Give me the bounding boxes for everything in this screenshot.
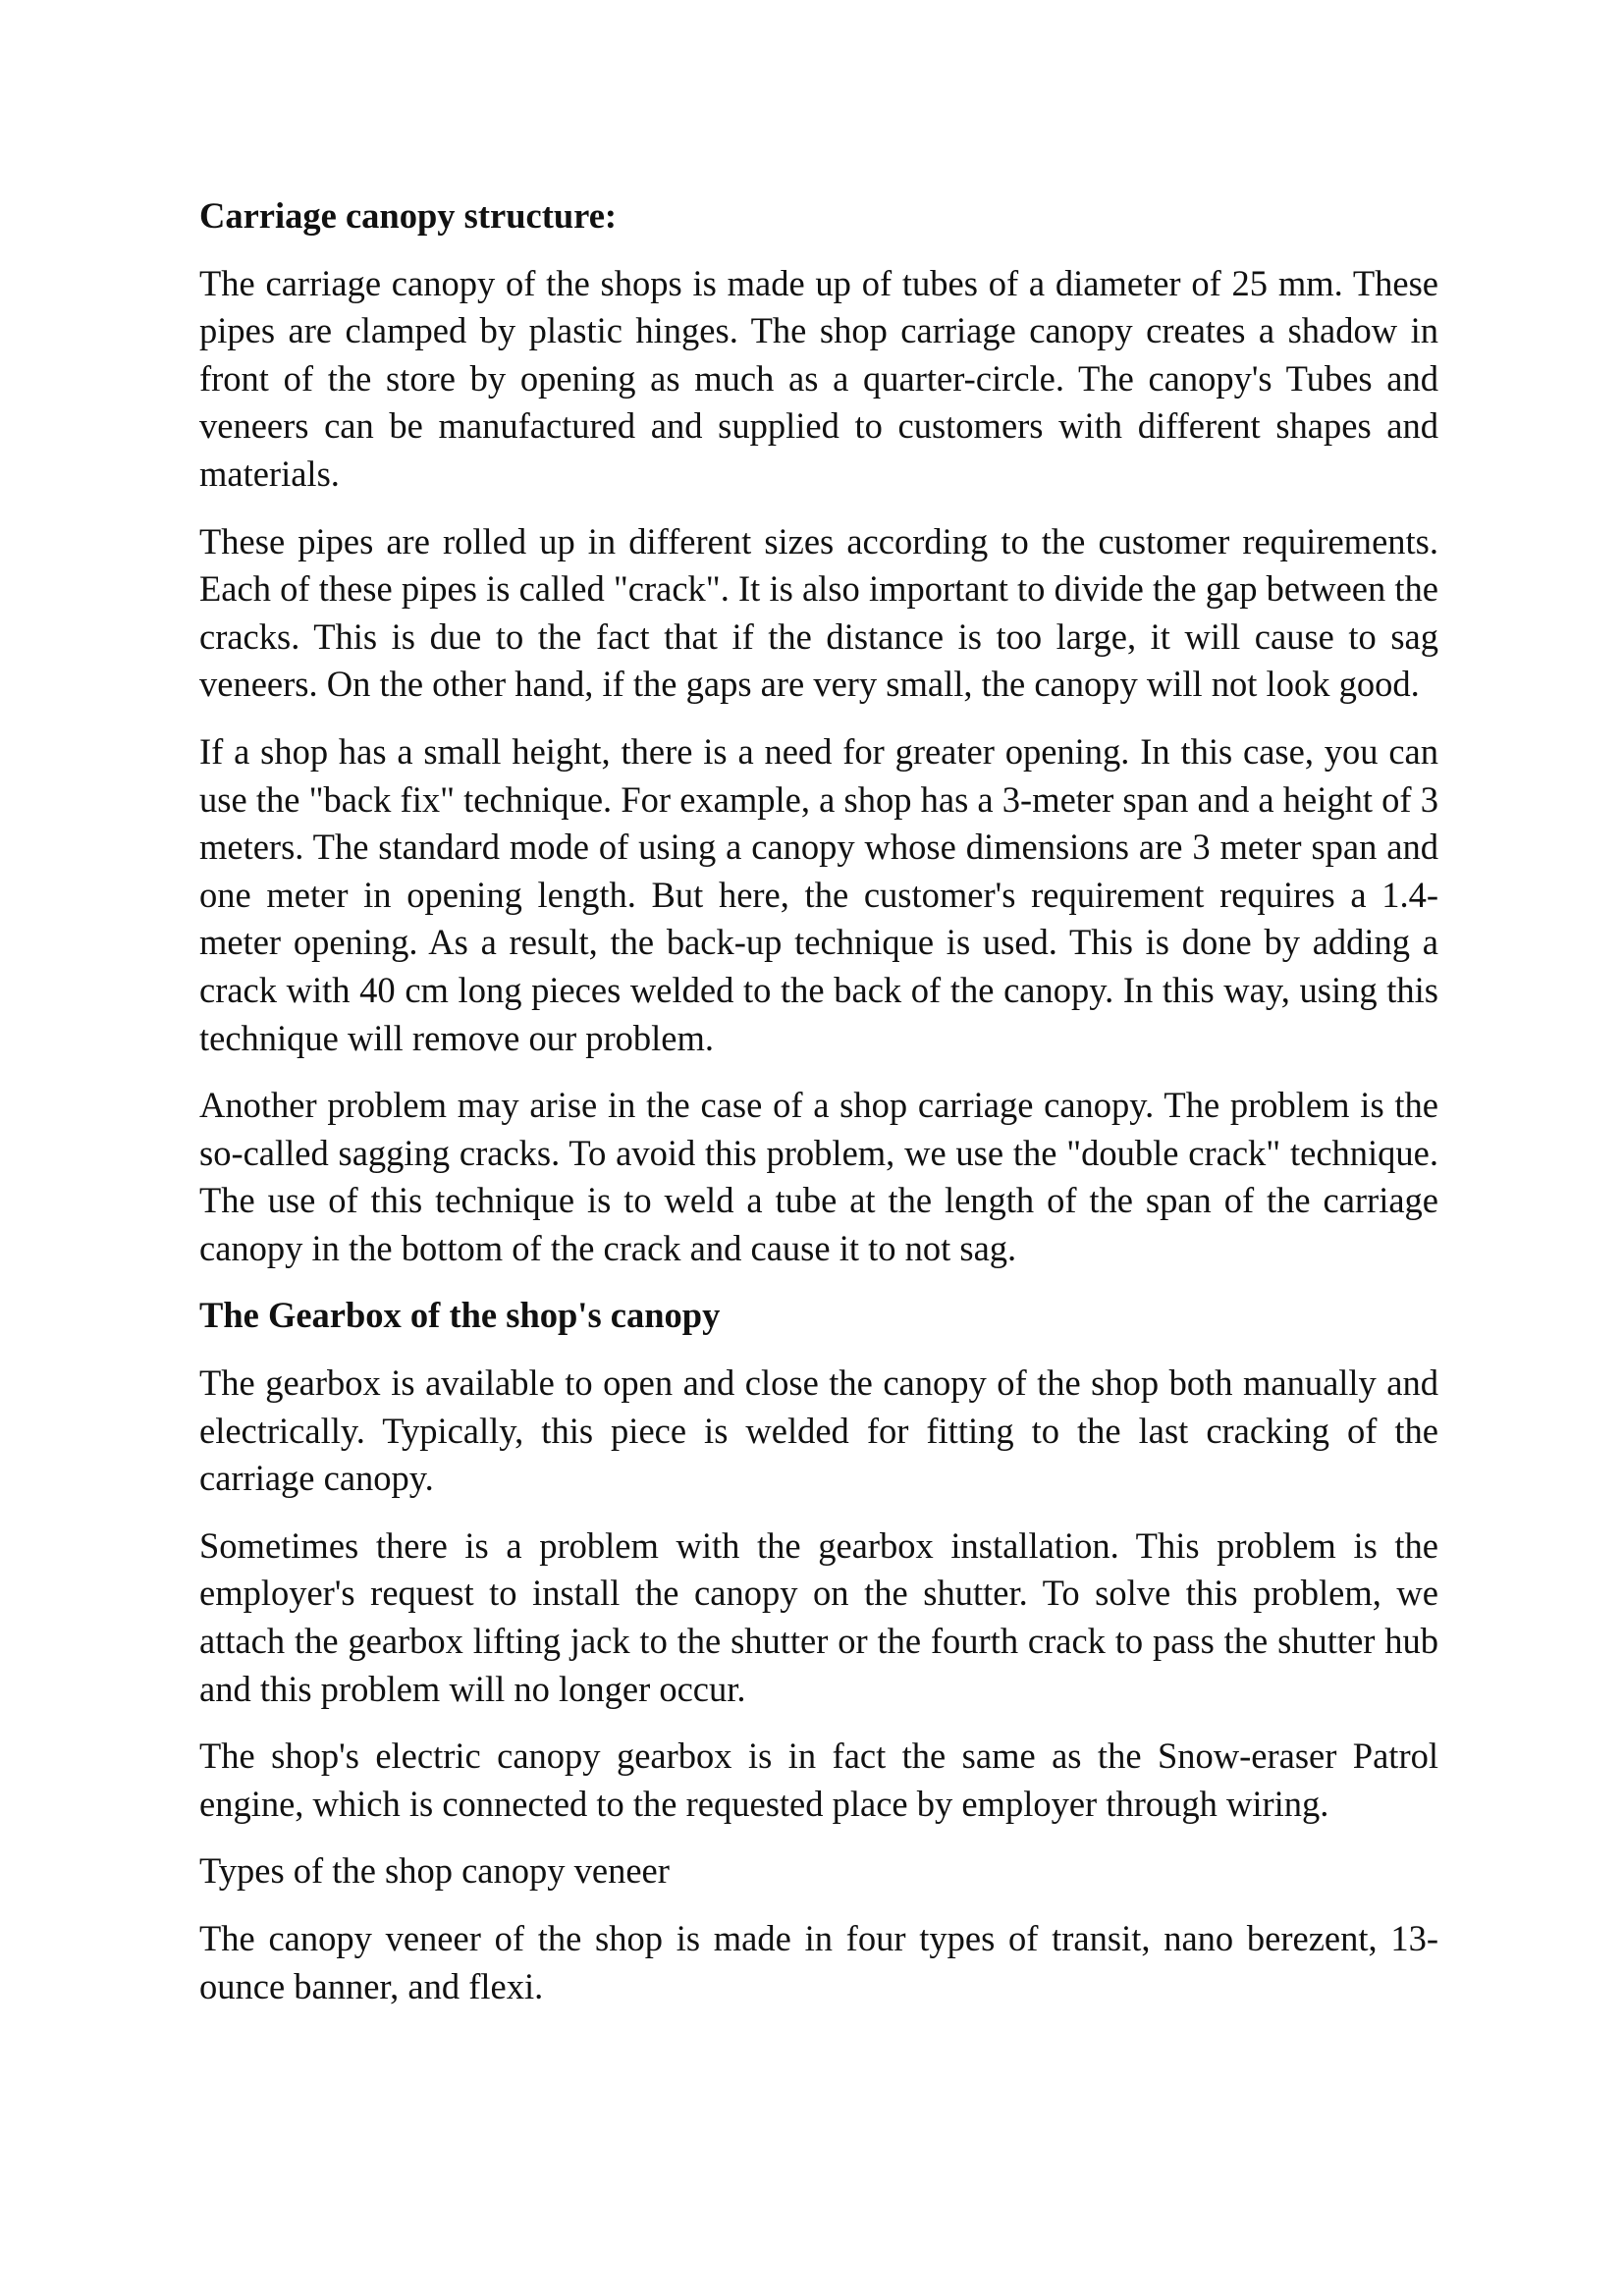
paragraph-gearbox-installation: Sometimes there is a problem with the gearbox installation. This problem is the employer's request to install the canopy on the shutter. To solve this problem, we attach the gearbox lifting jack to the shutter or the fourth crack to pass the shutter hub and this problem will no longer occur. — [199, 1524, 1438, 1709]
section-heading-carriage-canopy-structure: Carriage canopy structure: — [199, 195, 618, 236]
paragraph-gearbox-operation: The gearbox is available to open and close the canopy of the shop both manually and electrically. Typically, this piece is welded for fitting to the last cracking of the carriage canopy. — [199, 1362, 1438, 1499]
section-heading-gearbox: The Gearbox of the shop's canopy — [199, 1295, 721, 1336]
paragraph-canopy-tubes: The carriage canopy of the shops is made up of tubes of a diameter of 25 mm. These pipes are clamped by plastic hinges. The shop carriage canopy creates a shadow in front of the store by opening as much as a quarter-circle. The canopy's Tubes and veneers can be manufactured and supplied to customers with different shapes and materials. — [199, 262, 1438, 494]
paragraph-back-fix: If a shop has a small height, there is a need for greater opening. In this case, you can use the "back fix" technique. For example, a shop has a 3-meter span and a height of 3 meters. The standard mode of using a canopy whose dimensions are 3 meter span and one meter in opening length. But here, the customer's requirement requires a 1.4-meter opening. As a result, the back-up technique is used. This is done by adding a crack with 40 cm long pieces welded to the back of the canopy. In this way, using this technique will remove our problem. — [199, 730, 1438, 1058]
paragraph-veneer-types: The canopy veneer of the shop is made in four types of transit, nano berezent, 13-ounce banner, and flexi. — [199, 1918, 1438, 2006]
paragraph-double-crack: Another problem may arise in the case of a shop carriage canopy. The problem is the so-called sagging cracks. To avoid this problem, we use the "double crack" technique. The use of this technique is to weld a tube at the length of the span of the carriage canopy in the bottom of the crack and cause it to not sag. — [199, 1085, 1438, 1268]
paragraph-electric-gearbox: The shop's electric canopy gearbox is in fact the same as the Snow-eraser Patrol engine, which is connected to the requested place by employer through wiring. — [199, 1735, 1438, 1824]
paragraph-pipes-cracks: These pipes are rolled up in different sizes according to the customer requirements. Each of these pipes is called "crack". It is also important to divide the gap between the cracks. This is due to the fact that if the distance is too large, it will cause to sag veneers. On the other hand, if the gaps are very small, the canopy will not look good. — [199, 520, 1438, 705]
section-heading-veneer-types: Types of the shop canopy veneer — [199, 1850, 670, 1892]
document-page — [199, 192, 1438, 2030]
